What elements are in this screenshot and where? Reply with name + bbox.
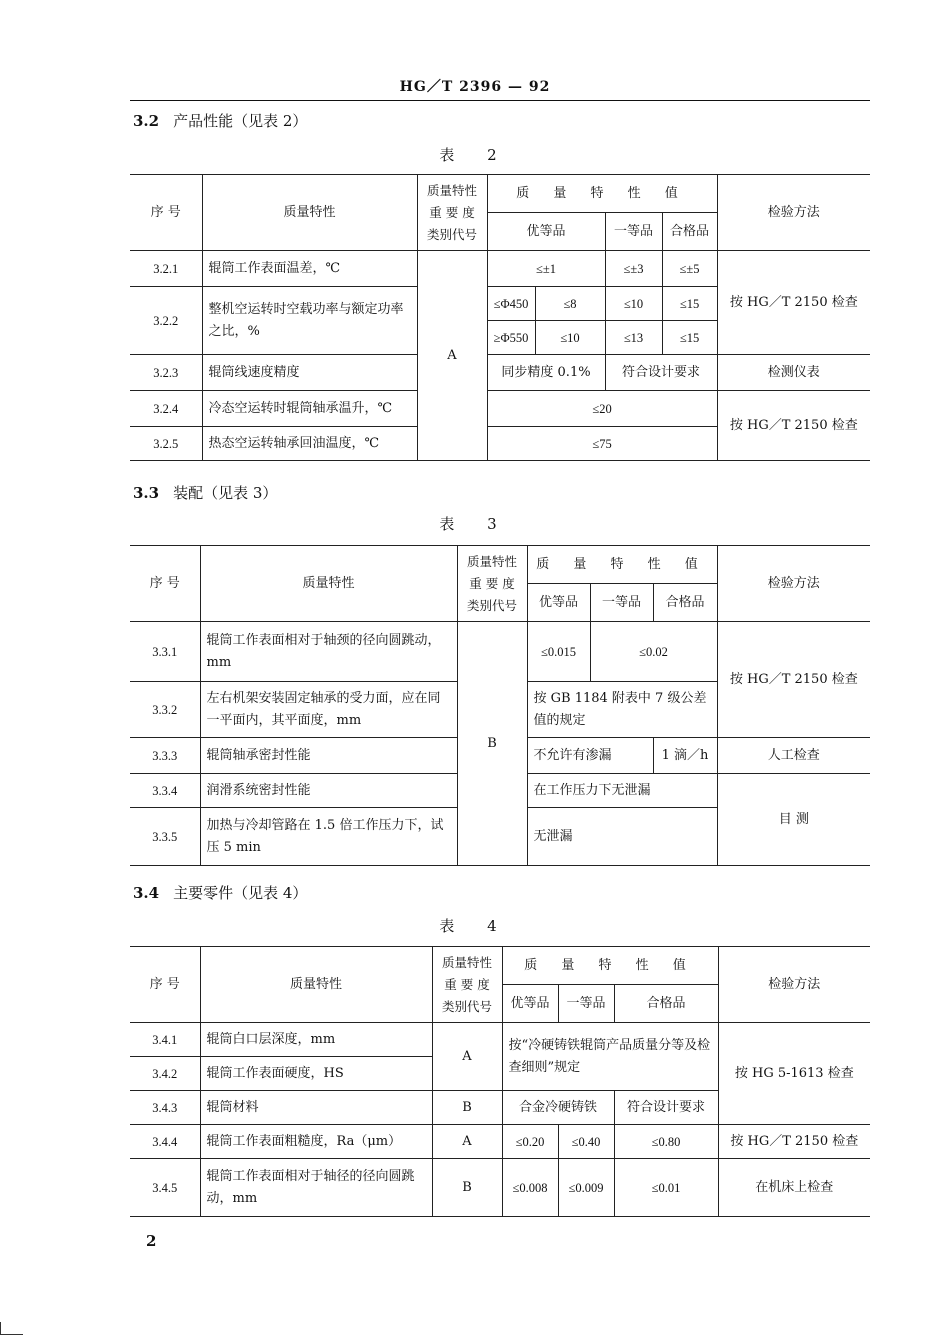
method-instrument: 检测仪表: [717, 355, 870, 391]
value-premium-first: 不允许有渗漏: [527, 738, 653, 774]
value-premium: ≤0.20: [502, 1125, 558, 1159]
table-4-caption: 表 4: [439, 917, 511, 935]
row-seq: 3.4.1: [130, 1023, 200, 1057]
header-premium: 优等品: [487, 213, 605, 251]
page-number: 2: [146, 1232, 157, 1250]
class-code-line: 重 要 度: [469, 575, 515, 591]
value-all: 按“冷硬铸铁辊筒产品质量分等及检查细则”规定: [502, 1023, 718, 1091]
section-heading: 主要零件（见表 4）: [173, 884, 308, 902]
header-characteristic: 质量特性: [200, 947, 432, 1023]
value-first: ≤13: [605, 321, 662, 355]
header-class-code: [457, 546, 527, 622]
row-item: 辊筒工作表面硬度，HS: [200, 1057, 432, 1091]
method-manual: 人工检查: [717, 738, 870, 774]
class-code-line: 质量特性: [426, 182, 477, 198]
class-code-line: 类别代号: [441, 998, 492, 1014]
header-seq: 序 号: [130, 947, 200, 1023]
row-seq: 3.2.2: [130, 287, 202, 355]
row-item: 热态空运转轴承回油温度，℃: [202, 427, 417, 461]
row-seq: 3.2.1: [130, 251, 202, 287]
value-first-qualified: 符合设计要求: [605, 355, 717, 391]
class-code-line: 类别代号: [426, 226, 477, 242]
method-hg5-1613: 按 HG 5-1613 检查: [718, 1023, 870, 1125]
class-code: B: [432, 1091, 502, 1125]
header-method: 检验方法: [718, 947, 870, 1023]
row-item: 辊筒材料: [200, 1091, 432, 1125]
section-3-3-title: [133, 482, 277, 503]
header-rule: [130, 100, 870, 101]
value-qualified: ≤±5: [662, 251, 717, 287]
table-4: [130, 946, 870, 1217]
header-class-code: [417, 175, 487, 251]
row-seq: 3.4.3: [130, 1091, 200, 1125]
section-number: 3.4: [133, 884, 160, 902]
table-2: [130, 174, 870, 461]
value-all: 无泄漏: [527, 808, 717, 866]
table-3-caption: 表 3: [439, 515, 511, 533]
value-premium: ≤8: [535, 287, 605, 321]
header-qualified: 合格品: [614, 985, 718, 1023]
section-3-4-title: [133, 882, 307, 903]
method-machine: 在机床上检查: [718, 1159, 870, 1217]
header-qualified: 合格品: [662, 213, 717, 251]
method-hg2150: 按 HG／T 2150 检查: [717, 251, 870, 355]
row-seq: 3.3.2: [130, 682, 200, 738]
row-seq: 3.2.5: [130, 427, 202, 461]
condition: ≤Φ450: [487, 287, 535, 321]
header-first: 一等品: [558, 985, 614, 1023]
class-code-line: 质量特性: [441, 954, 492, 970]
value-first: ≤0.40: [558, 1125, 614, 1159]
header-values: 质 量 特 性 值: [502, 947, 718, 985]
row-item: 冷态空运转时辊筒轴承温升，℃: [202, 391, 417, 427]
row-seq: 3.3.3: [130, 738, 200, 774]
row-seq: 3.4.4: [130, 1125, 200, 1159]
value-first: ≤10: [605, 287, 662, 321]
value-premium: ≤0.008: [502, 1159, 558, 1217]
row-item: 辊筒工作表面相对于轴径的径向圆跳动，mm: [200, 1159, 432, 1217]
value-all: 按 GB 1184 附表中 7 级公差值的规定: [527, 682, 717, 738]
value-first-qualified: ≤0.02: [590, 622, 717, 682]
header-first: 一等品: [590, 584, 653, 622]
table-2-caption: 表 2: [439, 146, 511, 164]
header-premium: 优等品: [502, 985, 558, 1023]
row-item: 辊筒工作表面粗糙度，Ra（μm）: [200, 1125, 432, 1159]
value-first: ≤±3: [605, 251, 662, 287]
row-item: 辊筒白口层深度，mm: [200, 1023, 432, 1057]
value-qualified: ≤0.80: [614, 1125, 718, 1159]
value-premium: 同步精度 0.1%: [487, 355, 605, 391]
value-qualified: ≤0.01: [614, 1159, 718, 1217]
row-item: 润滑系统密封性能: [200, 774, 457, 808]
section-heading: 装配（见表 3）: [173, 484, 278, 502]
row-seq: 3.3.1: [130, 622, 200, 682]
row-item: 左右机架安装固定轴承的受力面，应在同一平面内，其平面度，mm: [200, 682, 457, 738]
row-seq: 3.2.3: [130, 355, 202, 391]
row-seq: 3.3.5: [130, 808, 200, 866]
class-code-line: 重 要 度: [444, 976, 490, 992]
value-first: ≤0.009: [558, 1159, 614, 1217]
section-heading: 产品性能（见表 2）: [173, 112, 308, 130]
row-item: 辊筒工作表面相对于轴颈的径向圆跳动，mm: [200, 622, 457, 682]
class-code-b: B: [457, 622, 527, 866]
row-item: 辊筒轴承密封性能: [200, 738, 457, 774]
header-characteristic: 质量特性: [200, 546, 457, 622]
method-hg2150: 按 HG／T 2150 检查: [717, 622, 870, 738]
value-premium: ≤0.015: [527, 622, 590, 682]
value-premium: ≤±1: [487, 251, 605, 287]
header-values: 质 量 特 性 值: [487, 175, 717, 213]
document-code-header: HG／T 2396 — 92: [399, 79, 551, 95]
header-first: 一等品: [605, 213, 662, 251]
row-item: 整机空运转时空载功率与额定功率之比，%: [202, 287, 417, 355]
class-code-a: A: [417, 251, 487, 461]
section-3-2-title: [133, 110, 307, 131]
value-qualified: 符合设计要求: [614, 1091, 718, 1125]
header-seq: 序 号: [130, 546, 200, 622]
row-seq: 3.3.4: [130, 774, 200, 808]
header-characteristic: 质量特性: [202, 175, 417, 251]
method-hg2150: 按 HG／T 2150 检查: [718, 1125, 870, 1159]
class-code: B: [432, 1159, 502, 1217]
value-all: ≤20: [487, 391, 717, 427]
row-seq: 3.4.2: [130, 1057, 200, 1091]
scan-edge-mark: [0, 1322, 23, 1335]
value-qualified: ≤15: [662, 287, 717, 321]
row-item: 辊筒线速度精度: [202, 355, 417, 391]
header-method: 检验方法: [717, 175, 870, 251]
value-qualified: ≤15: [662, 321, 717, 355]
row-seq: 3.2.4: [130, 391, 202, 427]
value-all: 在工作压力下无泄漏: [527, 774, 717, 808]
method-visual: 目 测: [717, 774, 870, 866]
value-premium-first: 合金冷硬铸铁: [502, 1091, 614, 1125]
class-code: A: [432, 1125, 502, 1159]
row-item: 加热与冷却管路在 1.5 倍工作压力下，试压 5 min: [200, 808, 457, 866]
header-premium: 优等品: [527, 584, 590, 622]
header-qualified: 合格品: [653, 584, 717, 622]
section-number: 3.2: [133, 112, 160, 130]
value-qualified: 1 滴／h: [653, 738, 717, 774]
value-premium: ≤10: [535, 321, 605, 355]
class-code-line: 重 要 度: [429, 204, 475, 220]
class-code-line: 类别代号: [466, 597, 517, 613]
class-code-line: 质量特性: [466, 553, 517, 569]
table-3: [130, 545, 870, 866]
method-hg2150: 按 HG／T 2150 检查: [717, 391, 870, 461]
row-seq: 3.4.5: [130, 1159, 200, 1217]
section-number: 3.3: [133, 484, 160, 502]
value-all: ≤75: [487, 427, 717, 461]
condition: ≥Φ550: [487, 321, 535, 355]
row-item: 辊筒工作表面温差，℃: [202, 251, 417, 287]
header-values: 质 量 特 性 值: [527, 546, 717, 584]
header-seq: 序 号: [130, 175, 202, 251]
header-method: 检验方法: [717, 546, 870, 622]
class-code-a: A: [432, 1023, 502, 1091]
header-class-code: [432, 947, 502, 1023]
